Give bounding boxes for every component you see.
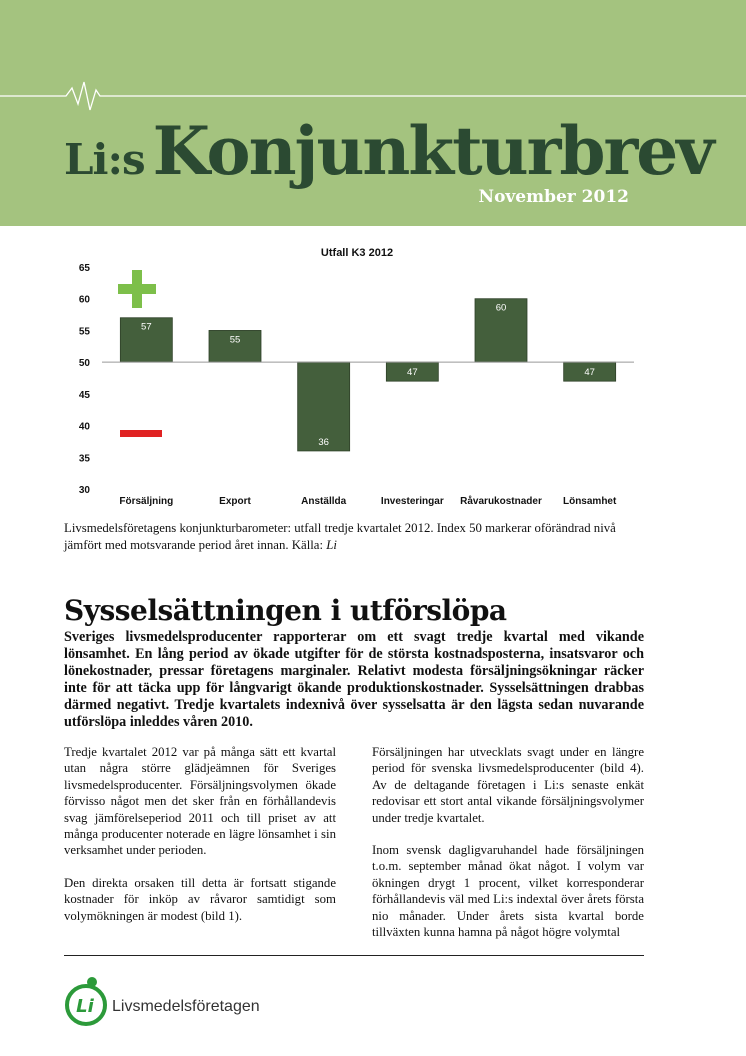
bar-value-label: 57 [141, 321, 152, 333]
x-tick-label: Råvarukostnader [460, 496, 542, 507]
y-tick-label: 30 [78, 485, 90, 496]
y-tick-label: 45 [78, 389, 90, 401]
livsmedelsforetagen-logo-icon [64, 975, 108, 1029]
y-tick-label: 35 [78, 453, 90, 465]
paragraph: Den direkta orsaken till detta är fortsatt stigande kostnader för inköp av råvaror samtidigt som volymökningen är modest (bild 1). [64, 875, 336, 923]
x-tick-label: Försäljning [119, 496, 174, 507]
bar-value-label: 47 [407, 367, 418, 379]
logo-letters: Li [76, 996, 94, 1017]
paragraph: Inom svensk dagligvaruhandel hade försäljningen t.o.m. september månad ökat något. I volym var ökningen drygt 1 procent, vilket korresponderar förhållandevis väl med Li:s indextal över årets första nio månader. Under årets sista kvartal borde tillväxten kunna hamna på något högre volymtal [372, 843, 644, 940]
article-lead: Sveriges livsmedelsproducenter rapporterar om ett svagt tredje kvartal med vikande lönsamhet. En lång period av ökade utgifter för de största kostnadsposterna, insatsvaror och lönekostnader, pressar företagens marginaler. Relativt modesta försäljningsökningar räcker inte för att täcka upp för långvarigt ökande produktionskostnader. Sysselsättningen drabbas därmed negativt. Tredje kvartalets indexnivå över sysselsatta är den lägsta sedan nuvarande utförslöpa inleddes våren 2010. [64, 629, 644, 730]
bar-value-label: 36 [318, 436, 329, 448]
y-tick-label: 65 [78, 263, 90, 274]
x-tick-label: Lönsamhet [562, 496, 617, 507]
bar-value-label: 55 [229, 334, 241, 346]
bar-value-label: 47 [584, 367, 595, 379]
chart-title: Utfall K3 2012 [320, 247, 394, 259]
paragraph: Försäljningen har utvecklats svagt under en längre period för svenska livsmedelsproducenter (bild 4). Av de deltagande företagen i Li:s senaste enkät redovisar ett stort antal vikande försäljningsvolymer under tredje kvartalet. [372, 745, 644, 825]
organization-name: Livsmedelsföretagen [112, 998, 260, 1015]
caption-source: Li [326, 538, 337, 552]
y-tick-label: 50 [78, 358, 90, 370]
y-tick-label: 55 [78, 326, 90, 338]
minus-marker-icon [120, 430, 162, 437]
y-tick-label: 60 [78, 294, 90, 306]
article-column-right [372, 744, 644, 956]
y-tick-label: 40 [78, 421, 90, 433]
brand-prefix: Li:s [64, 135, 145, 184]
issue-date: November 2012 [478, 187, 629, 207]
brand-name: Konjunkturbrev [152, 112, 713, 190]
bar-chart [60, 240, 650, 515]
x-tick-label: Anställda [301, 496, 347, 507]
plus-marker-icon [118, 270, 156, 308]
x-tick-label: Export [219, 496, 251, 507]
brand-title [64, 112, 713, 190]
chart-caption [64, 520, 644, 554]
article-column-left [64, 744, 336, 940]
article-headline: Sysselsättningen i utförslöpa [64, 594, 507, 627]
x-tick-label: Investeringar [380, 496, 444, 507]
caption-text: Livsmedelsföretagens konjunkturbarometer: utfall tredje kvartalet 2012. Index 50 markerar oförändrad nivå jämfört med motsvarande period året innan. Källa: [64, 521, 616, 552]
bar-value-label: 60 [495, 302, 507, 314]
footer-divider [64, 955, 644, 956]
paragraph: Tredje kvartalet 2012 var på många sätt ett kvartal utan några större glädjeämnen för Sveriges livsmedelsproducenter. Försäljningsvolymen ökade förvisso något men det sker från en förhållandevis svag jämförelseperiod 2011 och till priset av att många producenter noterade en lägre lönsamhet i sin verksamhet under perioden. [64, 745, 336, 858]
header-banner [0, 0, 746, 226]
